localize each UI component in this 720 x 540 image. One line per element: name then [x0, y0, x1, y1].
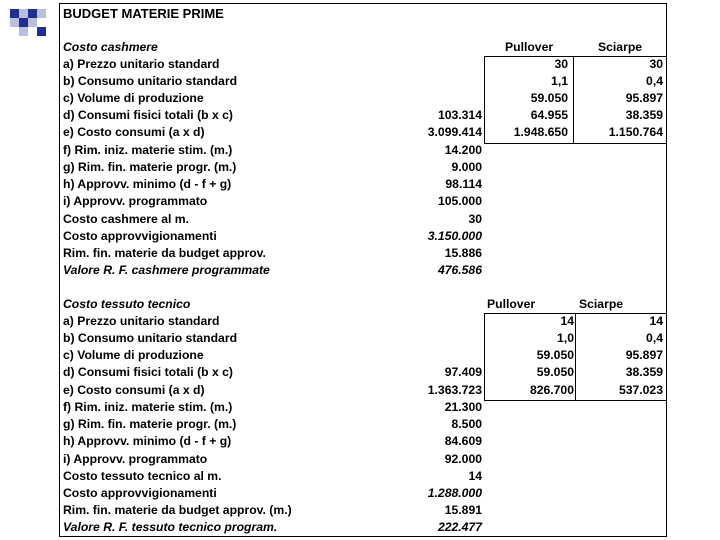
deco-square-icon	[10, 18, 19, 27]
column-header-sciarpe: Sciarpe	[579, 297, 624, 311]
total-value: 222.477	[437, 520, 482, 534]
sciarpe-value: 14	[649, 314, 663, 328]
cashmere-column-divider	[573, 56, 574, 144]
total-value: 15.891	[444, 503, 482, 517]
total-value: 21.300	[444, 400, 482, 414]
row-label: c) Volume di produzione	[63, 348, 204, 362]
row-label: e) Costo consumi (a x d)	[63, 383, 205, 397]
total-value: 103.314	[437, 108, 482, 122]
total-value: 1.288.000	[427, 486, 482, 500]
row-label: i) Approvv. programmato	[63, 452, 208, 466]
row-label: a) Prezzo unitario standard	[63, 314, 220, 328]
deco-square-icon	[19, 9, 28, 18]
deco-square-icon	[19, 18, 28, 27]
row-label: Costo tessuto tecnico al m.	[63, 469, 222, 483]
sciarpe-value: 95.897	[625, 91, 663, 105]
total-value: 9.000	[451, 160, 482, 174]
deco-square-icon	[37, 27, 46, 36]
row-label: h) Approvv. minimo (d - f + g)	[63, 434, 232, 448]
row-label: Costo approvvigionamenti	[63, 229, 217, 243]
total-value: 14.200	[444, 143, 482, 157]
row-label: i) Approvv. programmato	[63, 194, 208, 208]
row-label: c) Volume di produzione	[63, 91, 204, 105]
tessuto-column-divider	[575, 313, 576, 401]
row-label: b) Consumo unitario standard	[63, 331, 238, 345]
row-label: d) Consumi fisici totali (b x c)	[63, 365, 233, 379]
pullover-value: 14	[560, 314, 574, 328]
page-title: BUDGET MATERIE PRIME	[63, 6, 224, 21]
sciarpe-value: 38.359	[625, 365, 663, 379]
sciarpe-value: 95.897	[625, 348, 663, 362]
row-label: g) Rim. fin. materie progr. (m.)	[63, 417, 237, 431]
column-header-pullover: Pullover	[487, 297, 536, 311]
deco-square-icon	[37, 9, 46, 18]
deco-square-icon	[28, 9, 37, 18]
total-value: 8.500	[451, 417, 482, 431]
pullover-value: 1.948.650	[513, 125, 568, 139]
section-heading: Costo cashmere	[63, 40, 158, 54]
section-heading: Costo tessuto tecnico	[63, 297, 191, 311]
sciarpe-value: 0,4	[646, 331, 663, 345]
total-value: 84.609	[444, 434, 482, 448]
row-label: f) Rim. iniz. materie stim. (m.)	[63, 400, 233, 414]
sciarpe-value: 30	[649, 57, 663, 71]
pullover-value: 59.050	[530, 91, 568, 105]
total-value: 105.000	[437, 194, 482, 208]
total-value: 476.586	[437, 263, 482, 277]
total-value: 98.114	[445, 177, 482, 191]
sciarpe-value: 1.150.764	[608, 125, 663, 139]
deco-square-icon	[19, 27, 28, 36]
pullover-value: 64.955	[530, 108, 568, 122]
row-label: Costo approvvigionamenti	[63, 486, 217, 500]
total-value: 1.363.723	[427, 383, 482, 397]
column-header-sciarpe: Sciarpe	[598, 40, 643, 54]
total-value: 30	[468, 212, 482, 226]
row-label: Rim. fin. materie da budget approv. (m.)	[63, 503, 292, 517]
total-value: 14	[468, 469, 482, 483]
deco-square-icon	[10, 9, 19, 18]
row-label: h) Approvv. minimo (d - f + g)	[63, 177, 232, 191]
pullover-value: 30	[554, 57, 568, 71]
decorative-squares	[0, 0, 60, 40]
total-value: 97.409	[444, 365, 482, 379]
sciarpe-value: 0,4	[646, 74, 663, 88]
deco-square-icon	[28, 18, 37, 27]
pullover-value: 59.050	[536, 348, 574, 362]
row-label: e) Costo consumi (a x d)	[63, 125, 205, 139]
column-header-pullover: Pullover	[505, 40, 554, 54]
sciarpe-value: 537.023	[618, 383, 663, 397]
total-value: 3.150.000	[427, 229, 482, 243]
total-value: 15.886	[444, 246, 482, 260]
row-label: Valore R. F. tessuto tecnico program.	[63, 520, 278, 534]
pullover-value: 59.050	[536, 365, 574, 379]
total-value: 3.099.414	[427, 125, 482, 139]
row-label: Costo cashmere al m.	[63, 212, 189, 226]
row-label: Rim. fin. materie da budget approv.	[63, 246, 266, 260]
row-label: b) Consumo unitario standard	[63, 74, 238, 88]
row-label: g) Rim. fin. materie progr. (m.)	[63, 160, 237, 174]
pullover-value: 1,0	[557, 331, 574, 345]
row-label: f) Rim. iniz. materie stim. (m.)	[63, 143, 233, 157]
pullover-value: 1,1	[551, 74, 568, 88]
pullover-value: 826.700	[529, 383, 574, 397]
total-value: 92.000	[444, 452, 482, 466]
sciarpe-value: 38.359	[625, 108, 663, 122]
row-label: Valore R. F. cashmere programmate	[63, 263, 270, 277]
row-label: d) Consumi fisici totali (b x c)	[63, 108, 233, 122]
row-label: a) Prezzo unitario standard	[63, 57, 220, 71]
